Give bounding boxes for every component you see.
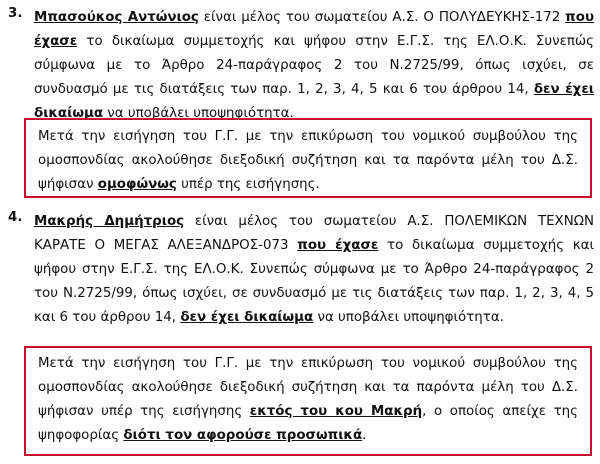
- decision-box-4: [24, 346, 592, 456]
- lost-right-phrase: που έχασε: [297, 238, 379, 253]
- decision-text: Μετά την εισήγηση του Γ.Γ. με την επικύρωση του νομικού συμβούλου της ομοσπονδίας ακολούθησε διεξοδική συζήτηση και τα παρόντα μέλη του Δ.Σ. ψήφισαν ομοφώνως υπέρ της εισήγησης.: [38, 129, 578, 192]
- item-number: 4.: [8, 210, 23, 225]
- item-number: 3.: [8, 6, 23, 21]
- item-text: Μπασούκος Αντώνιος είναι μέλος του σωματείου Α.Σ. Ο ΠΟΛΥΔΕΥΚΗΣ-172 που έχασε το δικαίωμα συμμετοχής και ψήφου στην Ε.Γ.Σ. της ΕΛ.Ο.Κ. Συνεπώς σύμφωνα με το Άρθρο 24-παράγραφος 2 του Ν.2725/99, όπως ισχύει, σε συνδυασμό με τις διατάξεις των παρ. 1, 2, 3, 4, 5 και 6 του άρθρου 14, δεν έχει δικαίωμα να υποβάλει υποψηφιότητα.: [34, 10, 595, 121]
- unanimous-phrase: ομοφώνως: [97, 177, 177, 192]
- except-phrase: εκτός του κου Μακρή: [249, 404, 423, 419]
- lost-right-phrase: που έχασε: [34, 10, 595, 49]
- decision-text: Μετά την εισήγηση του Γ.Γ. με την επικύρωση του νομικού συμβούλου της ομοσπονδίας ακολούθησε διεξοδική συζήτηση και τα παρόντα μέλη του Δ.Σ. ψήφισαν υπέρ της εισήγησης εκτός του κου Μακρή, ο οποίος απείχε της ψηφοφορίας διότι τον αφορούσε προσωπικά.: [38, 356, 578, 443]
- person-name: Μακρής Δημήτριος: [34, 214, 185, 229]
- decision-box-3: [24, 118, 592, 198]
- item-text: Μακρής Δημήτριος είναι μέλος του σωματείου Α.Σ. ΠΟΛΕΜΙΚΩΝ ΤΕΧΝΩΝ ΚΑΡΑΤΕ Ο ΜΕΓΑΣ ΑΛΕΞΑΝΔΡΟΣ-073 που έχασε το δικαίωμα συμμετοχής και ψήφου στην Ε.Γ.Σ. της ΕΛ.Ο.Κ. Συνεπώς σύμφωνα με το Άρθρο 24-παράγραφος 2 του Ν.2725/99, όπως ισχύει, σε συνδυασμό με τις διατάξεις των παρ. 1, 2, 3, 4, 5 και 6 του άρθρου 14, δεν έχει δικαίωμα να υποβάλει υποψηφιότητα.: [34, 214, 594, 325]
- no-right-phrase: δεν έχει δικαίωμα: [34, 82, 594, 121]
- no-right-phrase: δεν έχει δικαίωμα: [180, 310, 314, 325]
- reason-phrase: διότι τον αφορούσε προσωπικά: [123, 428, 363, 443]
- person-name: Μπασούκος Αντώνιος: [34, 10, 199, 25]
